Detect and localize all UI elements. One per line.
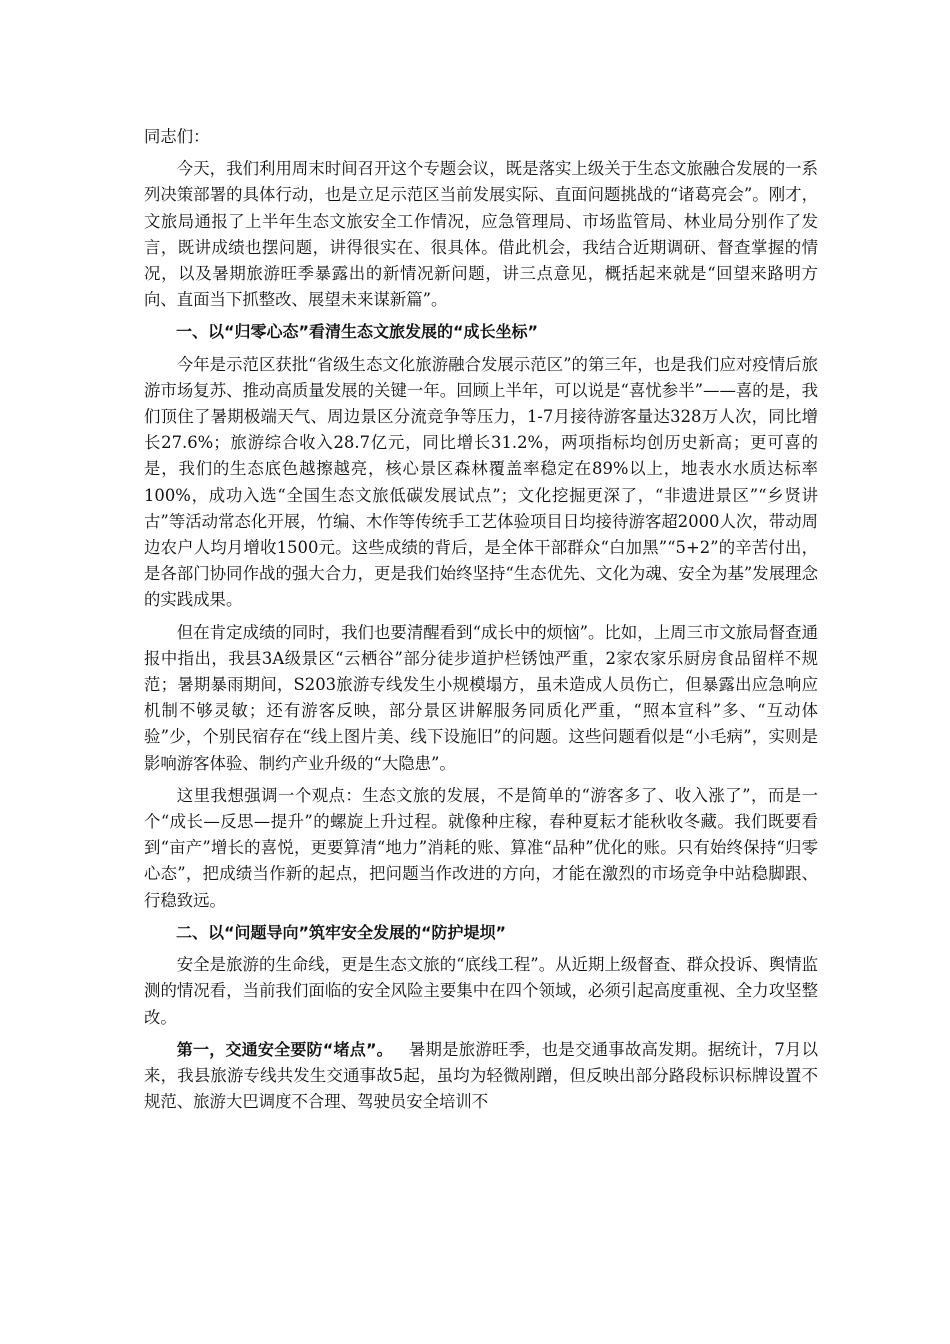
document-body xyxy=(144,124,818,1121)
subsection-lead: 第一，交通安全要防“堵点”。 xyxy=(176,1039,393,1059)
paragraph-viewpoint: 这里我想强调一个观点：生态文旅的发展，不是简单的“游客多了、收入涨了”，而是一个“成长—反思—提升”的螺旋上升过程。就像种庄稼，春种夏耘才能秋收冬藏。我们既要看到“亩产”增长的喜悦，更要算清“地力”消耗的账、算准“品种”优化的账。只有始终保持“归零心态”，把成绩当作新的起点，把问题当作改进的方向，才能在激烈的市场竞争中站稳脚跟、行稳致远。 xyxy=(144,785,818,910)
paragraph-problems: 但在肯定成绩的同时，我们也要清醒看到“成长中的烦恼”。比如，上周三市文旅局督查通报中指出，我县3A级景区“云栖谷”部分徒步道护栏锈蚀严重，2家农家乐厨房食品留样不规范；暑期暴雨期间，S203旅游专线发生小规模塌方，虽未造成人员伤亡，但暴露出应急响应机制不够灵敏；还有游客反映，部分景区讲解服务同质化严重，“照本宣科”多、“互动体验”少，个别民宿存在“线上图片美、线下设施旧”的问题。这些问题看似是“小毛病”，实则是影响游客体验、制约产业升级的“大隐患”。 xyxy=(144,622,818,773)
subsection-text: 暑期是旅游旺季，也是交通事故高发期。据统计，7月以来，我县旅游专线共发生交通事故5起，虽均为轻微剐蹭，但反映出部分路段标识标牌设置不规范、旅游大巴调度不合理、驾驶员安全培训不 xyxy=(144,1039,818,1112)
section-heading-2: 二、以“问题导向”筑牢安全发展的“防护堤坝” xyxy=(176,922,507,942)
paragraph-achievements: 今年是示范区获批“省级生态文化旅游融合发展示范区”的第三年，也是我们应对疫情后旅游市场复苏、推动高质量发展的关键一年。回顾上半年，可以说是“喜忧参半”——喜的是，我们顶住了暑期极端天气、周边景区分流竞争等压力，1-7月接待游客量达328万人次，同比增长27.6%；旅游综合收入28.7亿元，同比增长31.2%，两项指标均创历史新高；更可喜的是，我们的生态底色越擦越亮，核心景区森林覆盖率稳定在89%以上，地表水水质达标率100%，成功入选“全国生态文旅低碳发展试点”；文化挖掘更深了，“非遗进景区”“乡贤讲古”等活动常态化开展，竹编、木作等传统手工艺体验项目日均接待游客超2000人次，带动周边农户人均月增收1500元。这些成绩的背后，是全体干部群众“白加黑”“5+2”的辛苦付出，是各部门协同作战的强大合力，更是我们始终坚持“生态优先、文化为魂、安全为基”发展理念的实践成果。 xyxy=(144,354,818,610)
paragraph-opening: 今天，我们利用周末时间召开这个专题会议，既是落实上级关于生态文旅融合发展的一系列决策部署的具体行动，也是立足示范区当前发展实际、直面问题挑战的“诸葛亮会”。刚才，文旅局通报了上半年生态文旅安全工作情况，应急管理局、市场监管局、林业局分别作了发言，既讲成绩也摆问题，讲得很实在、很具体。借此机会，我结合近期调研、督查掌握的情况，以及暑期旅游旺季暴露出的新情况新问题，讲三点意见，概括起来就是“回望来路明方向、直面当下抓整改、展望未来谋新篇”。 xyxy=(144,159,818,310)
paragraph-traffic-safety xyxy=(144,1037,818,1116)
salutation: 同志们： xyxy=(144,127,210,146)
section-heading-1: 一、以“归零心态”看清生态文旅发展的“成长坐标” xyxy=(176,322,539,342)
paragraph-safety-intro: 安全是旅游的生命线，更是生态文旅的“底线工程”。从近期上级督查、群众投诉、舆情监测的情况看，当前我们面临的安全风险主要集中在四个领域，必须引起高度重视、全力攻坚整改。 xyxy=(144,955,818,1027)
